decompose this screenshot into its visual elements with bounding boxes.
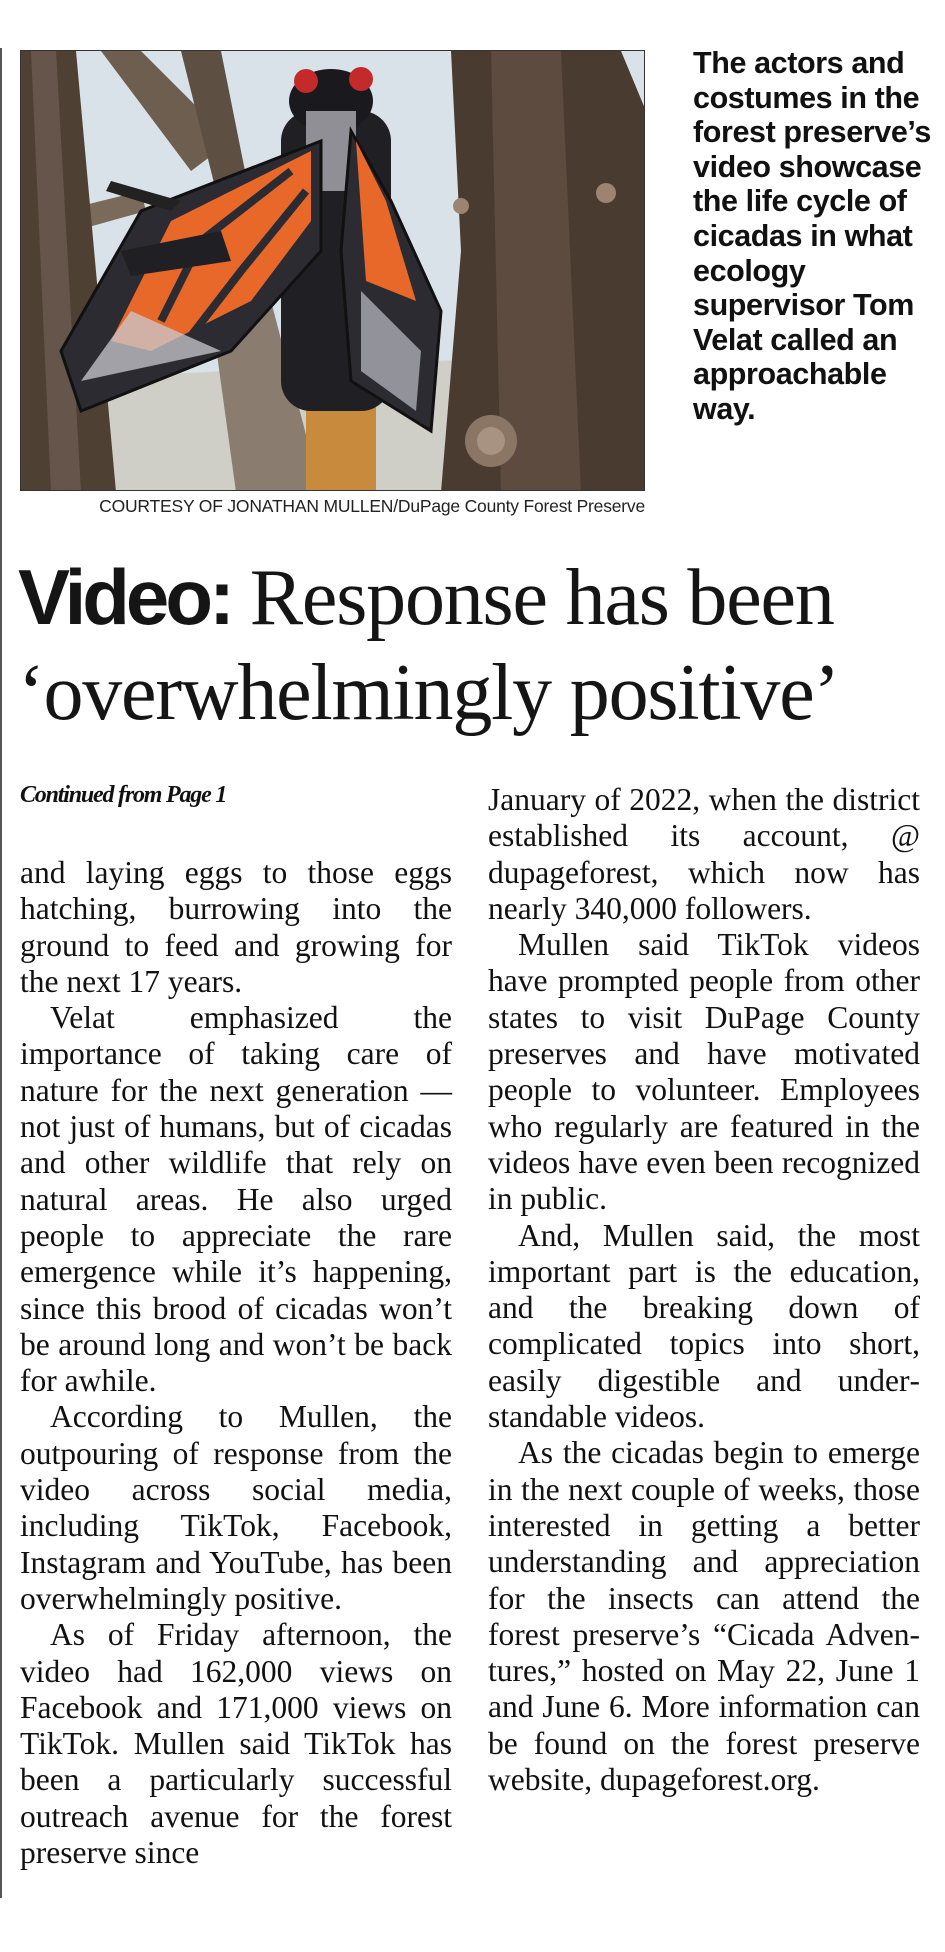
- body-paragraph: According to Mullen, the outpouring of response from the video across social media, including TikTok, Facebook, Instagram and YouTube, has been overwhelmingly positive.: [20, 1399, 452, 1616]
- body-paragraph: And, Mullen said, the most important part is the education, and the breaking down of complicated topics into short, easily digestible and understandable videos.: [488, 1217, 920, 1435]
- photo-caption: The actors and costumes in the forest preserve’s video showcase the life cycle of cicadas in what ecology supervisor Tom Velat called an approachable way.: [693, 46, 931, 426]
- headline-kicker: Video:: [18, 553, 231, 641]
- headline-line-2: ‘overwhelmingly positive’: [18, 649, 839, 737]
- body-paragraph: Velat emphasized the importance of taking care of nature for the next generation — not just of humans, but of cicadas and other wildlife that rely on natural areas. He also urged people to appreciate the rare emergence while it’s happening, since this brood of cicadas won’t be around long and won’t be back for awhile.: [20, 1000, 452, 1399]
- column-rule: [0, 48, 2, 1898]
- photo-illustration: [21, 51, 645, 491]
- body-column-right: [488, 782, 920, 1798]
- body-paragraph: and laying eggs to those eggs hatching, burrowing into the ground to feed and growing for the next 17 years.: [20, 855, 452, 999]
- photo-credit: COURTESY OF JONATHAN MULLEN/DuPage County Forest Preserve: [99, 496, 645, 516]
- headline: [18, 550, 938, 741]
- body-paragraph: As of Friday afternoon, the video had 162,000 views on Facebook and 171,000 views on TikTok. Mullen said TikTok has been a particularly successful outreach avenue for the forest preserve since: [20, 1617, 452, 1871]
- headline-text-1: Response has been: [249, 554, 834, 642]
- headline-line-1: [18, 550, 938, 646]
- body-paragraph: As the cicadas begin to emerge in the next couple of weeks, those interested in getting a better understanding and appreciation for the insects can attend the forest preserve’s “Cicada Adventures,” hosted on May 22, June 1 and June 6. More information can be found on the forest preserve website, dupageforest.org.: [488, 1435, 920, 1798]
- cicada-costume-photo: [20, 50, 645, 491]
- body-paragraph: Mullen said TikTok videos have prompted people from other states to visit DuPage County preserves and have motivated people to volunteer. Employees who regularly are featured in the videos have even been recognized in public.: [488, 927, 920, 1217]
- jump-line: Continued from Page 1: [20, 782, 227, 808]
- body-paragraph: January of 2022, when the district established its account, @ dupageforest, which now has nearly 340,000 followers.: [488, 782, 920, 926]
- body-column-left: [20, 855, 452, 1871]
